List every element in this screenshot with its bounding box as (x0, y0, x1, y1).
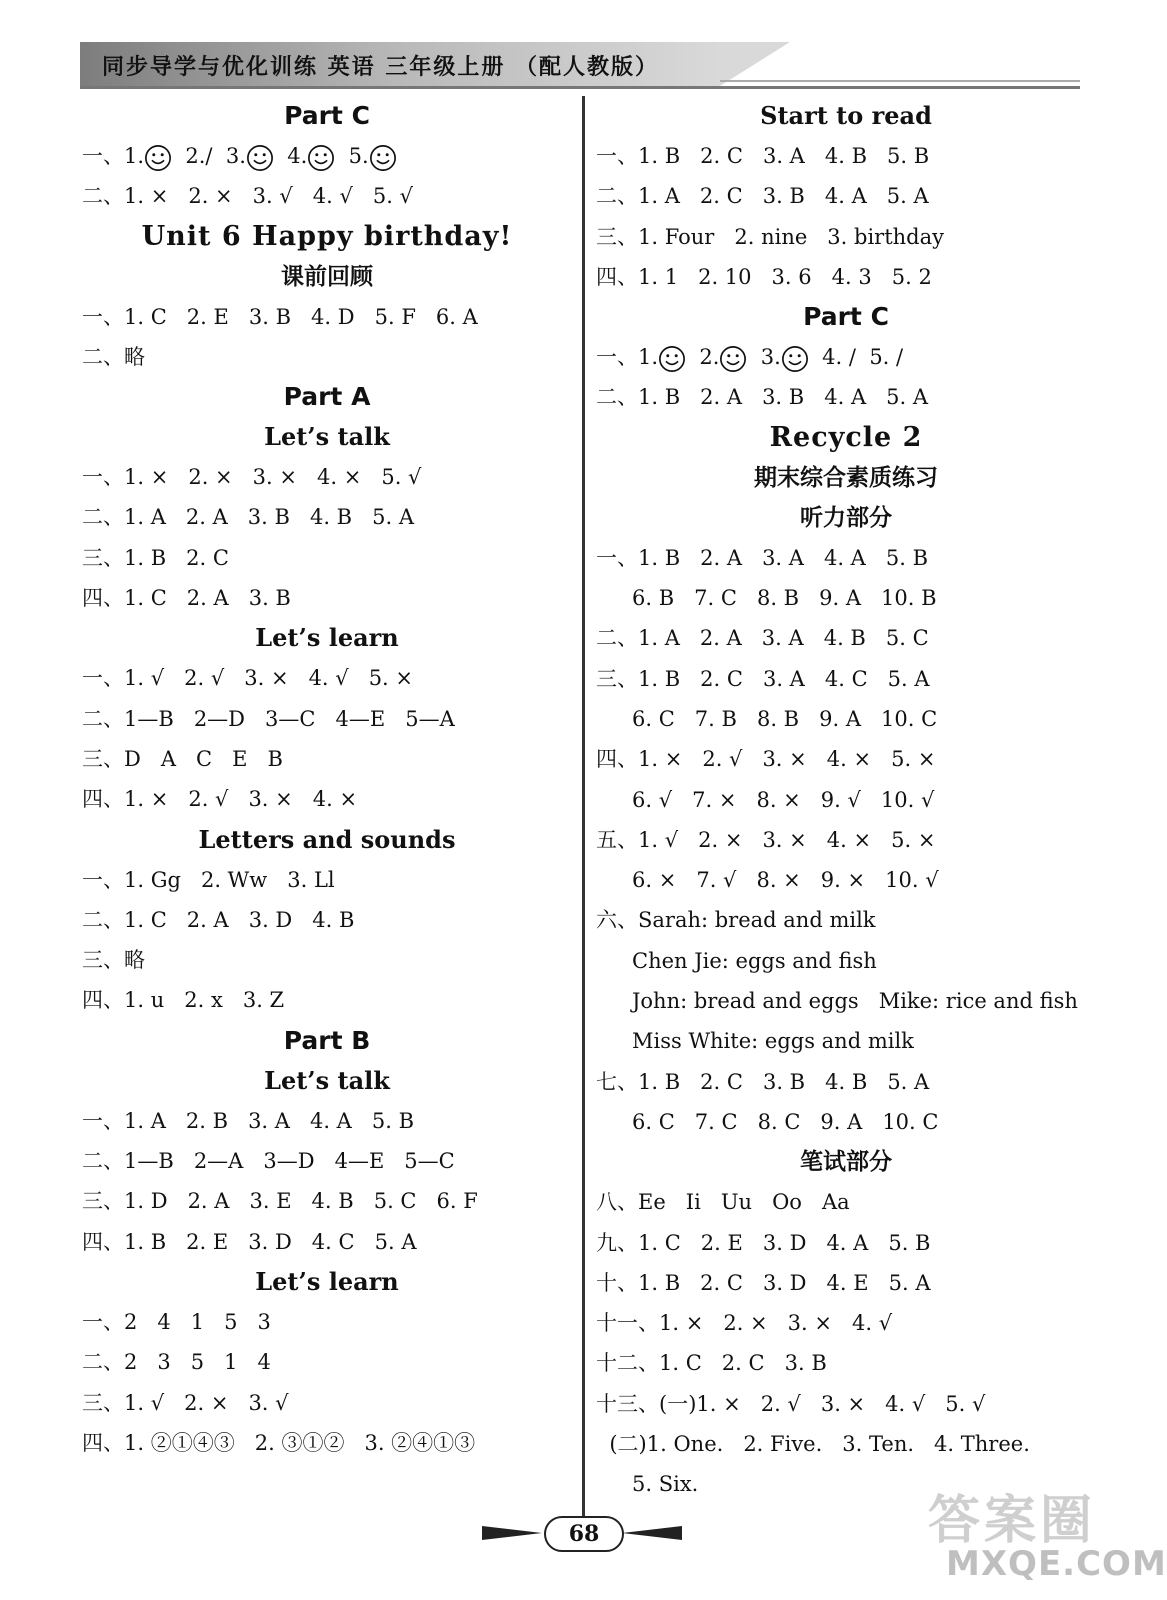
answer-text: 一、1. (596, 345, 659, 370)
answer-row: 八、Ee Ii Uu Oo Aa (596, 1190, 850, 1215)
answer-row: 二、1. C 2. A 3. D 4. B (82, 907, 355, 932)
answer-row: Miss White: eggs and milk (632, 1029, 914, 1054)
answer-row: 二、1. B 2. A 3. B 4. A 5. A (596, 385, 929, 410)
answer-text: 3. (747, 345, 781, 370)
answer-row: 四、1. × 2. √ 3. × 4. × (82, 787, 358, 812)
answer-text: 2. (686, 345, 720, 370)
smiley-face-icon (307, 144, 335, 172)
answer-row: 二、略 (82, 344, 145, 369)
answer-row: 二、1. A 2. A 3. B 4. B 5. A (82, 505, 415, 530)
answer-row: 6. C 7. B 8. B 9. A 10. C (632, 706, 938, 731)
left-column (82, 96, 572, 1463)
answer-row: 一、1. × 2. × 3. × 4. × 5. √ (82, 465, 422, 490)
watermark (928, 1478, 1167, 1588)
answer-row: (二)1. One. 2. Five. 3. Ten. 4. Three. (596, 1432, 1030, 1457)
right-column (596, 96, 1096, 1505)
section-heading: Start to read (760, 101, 932, 130)
answer-row: 六、Sarah: bread and milk (596, 908, 876, 933)
section-heading: Unit 6 Happy birthday! (141, 220, 513, 252)
page-number: 68 (544, 1516, 624, 1552)
answer-row: 十、1. B 2. C 3. D 4. E 5. A (596, 1270, 931, 1295)
answer-text: 一、1. (82, 144, 145, 168)
answer-row: 四、1. × 2. √ 3. × 4. × 5. × (596, 747, 936, 772)
answer-row: 二、2 3 5 1 4 (82, 1350, 271, 1375)
answer-row: 三、略 (82, 948, 145, 973)
watermark-logo: 答案圈 (928, 1491, 1097, 1551)
section-heading: Let’s learn (255, 1266, 399, 1296)
answer-row: 四、1. u 2. x 3. Z (82, 988, 285, 1013)
answer-row: 一、1. Gg 2. Ww 3. Ll (82, 867, 335, 892)
answer-row (82, 136, 572, 176)
section-heading: Let’s talk (264, 1065, 390, 1095)
answer-text: 4. (273, 144, 308, 168)
answer-row: 一、1. A 2. B 3. A 4. A 5. B (82, 1108, 415, 1133)
section-heading: Part C (803, 302, 889, 332)
answer-row: 5. Six. (632, 1472, 699, 1497)
answer-row: 一、1. B 2. A 3. A 4. A 5. B (596, 545, 929, 570)
answer-row: 四、1. B 2. E 3. D 4. C 5. A (82, 1229, 417, 1254)
answer-row: 二、1. A 2. A 3. A 4. B 5. C (596, 626, 929, 651)
answer-row: 6. C 7. C 8. C 9. A 10. C (632, 1109, 939, 1134)
page-header (80, 42, 1080, 90)
answer-row: 二、1—B 2—D 3—C 4—E 5—A (82, 706, 455, 731)
page-footer (482, 1510, 682, 1556)
answer-row: 三、1. √ 2. × 3. √ (82, 1390, 289, 1415)
section-heading: 听力部分 (800, 504, 892, 531)
answer-row: 四、1. 1 2. 10 3. 6 4. 3 5. 2 (596, 264, 932, 289)
answer-row: 三、1. Four 2. nine 3. birthday (596, 224, 944, 249)
footer-left-arrow (482, 1526, 542, 1540)
section-heading: Let’s learn (255, 623, 399, 653)
answer-row: 一、1. C 2. E 3. B 4. D 5. F 6. A (82, 304, 478, 329)
section-heading: Letters and sounds (198, 824, 456, 854)
answer-row: John: bread and eggs Mike: rice and fish (632, 989, 1078, 1014)
answer-row: 十二、1. C 2. C 3. B (596, 1351, 827, 1376)
watermark-text: MXQE.COM (946, 1544, 1167, 1584)
answer-row: 一、1. B 2. C 3. A 4. B 5. B (596, 144, 930, 168)
answer-row: 三、D A C E B (82, 746, 283, 771)
answer-row: 一、1. √ 2. √ 3. × 4. √ 5. × (82, 666, 413, 691)
answer-row: 三、1. B 2. C (82, 545, 229, 570)
answer-row (596, 337, 1096, 377)
answer-row: 九、1. C 2. E 3. D 4. A 5. B (596, 1230, 931, 1255)
answer-row: 五、1. √ 2. × 3. × 4. × 5. × (596, 827, 936, 852)
header-rule-extension (720, 80, 1080, 82)
answer-row: 6. √ 7. × 8. × 9. √ 10. √ (632, 787, 935, 812)
answer-row: 十一、1. × 2. × 3. × 4. √ (596, 1311, 893, 1336)
section-heading: 期末综合素质练习 (754, 464, 938, 491)
answer-row: 七、1. B 2. C 3. B 4. B 5. A (596, 1069, 930, 1094)
section-heading: 课前回顾 (281, 263, 373, 290)
answer-row: 四、1. ②①④③ 2. ③①② 3. ②④①③ (82, 1430, 476, 1455)
answer-row: Chen Jie: eggs and fish (632, 948, 877, 973)
answer-text: 2./ 3. (172, 144, 246, 168)
answer-text: 5. (335, 144, 369, 168)
smiley-face-icon (246, 144, 274, 172)
footer-right-arrow (622, 1526, 682, 1540)
section-heading: Part C (284, 101, 370, 130)
answer-row: 二、1. A 2. C 3. B 4. A 5. A (596, 184, 929, 209)
smiley-face-icon (369, 144, 397, 172)
answer-row: 四、1. C 2. A 3. B (82, 586, 291, 611)
answer-row: 6. × 7. √ 8. × 9. × 10. √ (632, 868, 939, 893)
answer-row: 二、1—B 2—A 3—D 4—E 5—C (82, 1149, 455, 1174)
answer-row: 二、1. × 2. × 3. √ 4. √ 5. √ (82, 184, 413, 209)
answer-row: 十三、(一)1. × 2. √ 3. × 4. √ 5. √ (596, 1391, 986, 1416)
book-title: 同步导学与优化训练 英语 三年级上册 （配人教版） (102, 54, 659, 80)
section-heading: Recycle 2 (769, 421, 923, 453)
answer-row: 6. B 7. C 8. B 9. A 10. B (632, 586, 937, 611)
section-heading: 笔试部分 (800, 1149, 892, 1176)
column-divider (582, 96, 585, 1526)
answer-text: 4. / 5. / (808, 345, 904, 370)
smiley-face-icon (719, 345, 747, 373)
smiley-face-icon (144, 144, 172, 172)
answer-row: 三、1. D 2. A 3. E 4. B 5. C 6. F (82, 1189, 478, 1214)
header-rule (80, 86, 1080, 89)
answer-row: 三、1. B 2. C 3. A 4. C 5. A (596, 666, 930, 691)
section-heading: Let’s talk (264, 422, 390, 452)
section-heading: Part A (283, 382, 371, 412)
smiley-face-icon (781, 345, 809, 373)
answer-row: 一、2 4 1 5 3 (82, 1309, 271, 1334)
smiley-face-icon (658, 345, 686, 373)
section-heading: Part B (283, 1025, 371, 1055)
